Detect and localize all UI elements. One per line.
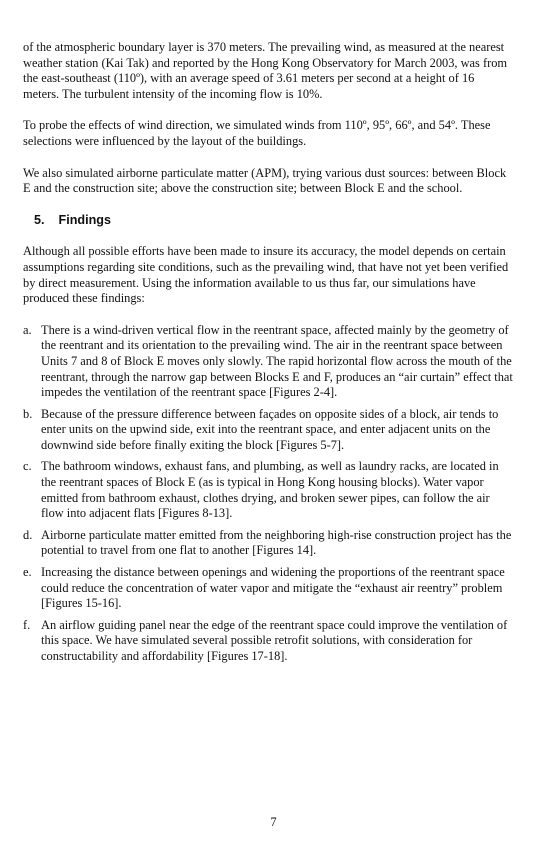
page-number: 7: [270, 815, 277, 829]
finding-text: Airborne particulate matter emitted from the neighboring high-rise construction project has the potential to travel from one flat to another [Figures 14].: [41, 527, 512, 558]
finding-item: [23, 618, 513, 665]
findings-list: [23, 323, 513, 665]
section-number: 5.: [34, 212, 45, 227]
finding-item: [23, 407, 513, 454]
finding-item: [23, 323, 513, 401]
finding-letter: b.: [23, 406, 33, 421]
section-heading: [34, 213, 513, 229]
intro-paragraph: To probe the effects of wind direction, we simulated winds from 110º, 95º, 66º, and 54º. These selections were influenced by the layout of the buildings.: [23, 118, 491, 148]
finding-text: Because of the pressure difference between façades on opposite sides of a block, air tends to enter units on the upwind side, exit into the reentrant space, and enter adjacent units on the downwind side before finally exiting the block [Figures 5-7].: [41, 406, 499, 452]
finding-item: [23, 528, 513, 559]
intro-paragraph: of the atmospheric boundary layer is 370 meters. The prevailing wind, as measured at the nearest weather station (Kai Tak) and reported by the Hong Kong Observatory for March 2003, was from the east-southeast (110º), with an average speed of 3.61 meters per second at a height of 16 meters. The turbulent intensity of the incoming flow is 10%.: [23, 40, 508, 101]
finding-text: An airflow guiding panel near the edge of the reentrant space could improve the ventilation of this space. We have simulated several possible retrofit solutions, with consideration for constructability and affordability [Figures 17-18].: [41, 617, 508, 663]
finding-text: There is a wind-driven vertical flow in the reentrant space, affected mainly by the geometry of the reentrant and its orientation to the prevailing wind. The air in the reentrant space between Units 7 and 8 of Block E moves only slowly. The rapid horizontal flow across the mouth of the reentrant, through the narrow gap between Blocks E and F, produces an “air curtain” effect that impedes the ventilation of the reentrant space [Figures 2-4].: [41, 322, 513, 400]
intro-paragraph: We also simulated airborne particulate matter (APM), trying various dust sources: between Block E and the construction site; above the construction site; between Block E and the school.: [23, 165, 507, 196]
finding-text: Increasing the distance between openings and widening the proportions of the reentrant space could reduce the concentration of water vapor and mitigate the “exhaust air reentry” problem [Figures 15-16].: [41, 565, 505, 611]
finding-item: [23, 565, 513, 612]
finding-letter: a.: [23, 322, 32, 337]
finding-item: [23, 459, 513, 521]
finding-text: The bathroom windows, exhaust fans, and plumbing, as well as laundry racks, are located in the reentrant spaces of Block E (as is typical in Hong Kong housing blocks). Water vapor emitted from bathroom exhaust, clothes drying, and broken sewer pipes, can follow the air flow into adjacent flats [Figures 8-13].: [41, 459, 499, 521]
finding-letter: d.: [23, 527, 33, 542]
finding-letter: e.: [23, 565, 32, 580]
finding-letter: f.: [23, 617, 31, 632]
document-page: [23, 40, 513, 671]
finding-letter: c.: [23, 459, 32, 474]
section-title: Findings: [58, 212, 111, 227]
findings-intro: Although all possible efforts have been made to insure its accuracy, the model depends on certain assumptions regarding site conditions, such as the prevailing wind, that have not yet been verified by direct measurement. Using the information available to us thus far, our simulations have produced these findings:: [23, 244, 509, 306]
